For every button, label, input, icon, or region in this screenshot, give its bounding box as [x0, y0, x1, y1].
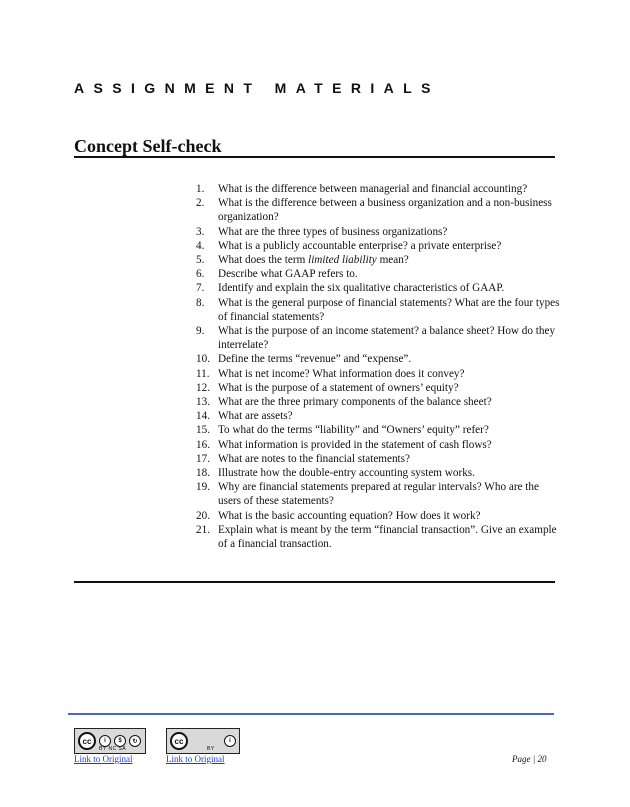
question-text: Explain what is meant by the term “financial transaction”. Give an example of a financial transaction. [218, 523, 557, 551]
question-item [196, 452, 564, 466]
question-text: What is the purpose of a statement of owners’ equity? [218, 381, 459, 394]
question-item [196, 395, 564, 409]
question-item [196, 509, 564, 523]
page-number: Page | 20 [512, 754, 547, 764]
question-number: 15. [196, 424, 210, 437]
question-number: 20. [196, 509, 210, 522]
question-number: 12. [196, 381, 210, 394]
question-item [196, 523, 564, 551]
question-item [196, 423, 564, 437]
question-text: What are notes to the financial statements? [218, 452, 410, 465]
badge-sub-label: BY NC SA [99, 746, 127, 752]
question-item [196, 281, 564, 295]
question-text: What are the three types of business organizations? [218, 225, 448, 238]
question-text: What are the three primary components of the balance sheet? [218, 396, 492, 409]
question-text: To what do the terms “liability” and “Owners’ equity” refer? [218, 424, 489, 437]
question-item [196, 239, 564, 253]
question-text-part: mean? [376, 254, 409, 267]
question-text: What is the difference between a business organization and a non-business organization? [218, 197, 552, 224]
question-item [196, 196, 564, 224]
question-item [196, 324, 564, 352]
question-text: What is the general purpose of financial statements? What are the four types of financial statements? [218, 296, 560, 323]
question-item [196, 438, 564, 452]
question-number: 7. [196, 282, 205, 295]
question-number: 9. [196, 325, 205, 338]
question-item [196, 296, 564, 324]
cc-by-badge[interactable] [166, 728, 240, 754]
question-number: 2. [196, 197, 205, 210]
question-number: 6. [196, 268, 205, 281]
question-number: 1. [196, 183, 205, 195]
question-number: 8. [196, 296, 205, 309]
question-number: 21. [196, 523, 210, 536]
question-text: What is the difference between managerial and financial accounting? [218, 183, 528, 195]
question-number: 3. [196, 225, 205, 238]
by-person-icon: i [224, 735, 236, 747]
question-item [196, 367, 564, 381]
section-bottom-rule [74, 581, 555, 583]
section-top-rule [74, 156, 555, 158]
link-to-original-2[interactable]: Link to Original [166, 754, 225, 764]
link-to-original-1[interactable]: Link to Original [74, 754, 133, 764]
question-item [196, 352, 564, 366]
question-item [196, 480, 564, 508]
question-item [196, 409, 564, 423]
question-text: What information is provided in the statement of cash flows? [218, 438, 492, 451]
question-term-emphasis: limited liability [308, 254, 377, 267]
question-text: What is a publicly accountable enterprise? a private enterprise? [218, 239, 502, 252]
question-list [196, 182, 564, 551]
question-number: 19. [196, 481, 210, 494]
question-text: Define the terms “revenue” and “expense”. [218, 353, 412, 366]
question-text: What is the purpose of an income statement? a balance sheet? How do they interrelate? [218, 325, 556, 352]
question-text [218, 253, 564, 267]
cc-logo-icon: cc [170, 732, 188, 750]
question-number: 13. [196, 396, 210, 409]
question-item [196, 267, 564, 281]
question-number: 10. [196, 353, 210, 366]
cc-by-nc-sa-badge[interactable] [74, 728, 146, 754]
question-item [196, 381, 564, 395]
badge-sub-label: BY [207, 746, 215, 752]
by-person-icon: i [99, 735, 111, 747]
question-number: 4. [196, 239, 205, 252]
question-text: What is net income? What information does it convey? [218, 367, 465, 380]
question-number: 18. [196, 467, 210, 480]
footer-rule [68, 713, 554, 715]
question-number: 11. [196, 367, 210, 380]
cc-logo-icon: cc [78, 732, 96, 750]
question-number: 14. [196, 410, 210, 423]
question-text: What is the basic accounting equation? How does it work? [218, 509, 481, 522]
question-number: 17. [196, 452, 210, 465]
nc-dollar-icon: $ [114, 735, 126, 747]
question-text: What are assets? [218, 410, 293, 423]
question-item [196, 182, 564, 196]
question-text: Identify and explain the six qualitative characteristics of GAAP. [218, 282, 505, 295]
question-number: 16. [196, 438, 210, 451]
question-number: 5. [196, 254, 205, 267]
question-item [196, 466, 564, 480]
question-item [196, 253, 564, 267]
question-text: Describe what GAAP refers to. [218, 268, 358, 281]
question-text-part: What does the term [218, 254, 309, 267]
question-item [196, 225, 564, 239]
header-title: ASSIGNMENT MATERIALS [74, 80, 440, 96]
question-text: Illustrate how the double-entry accounting system works. [218, 467, 475, 480]
question-text: Why are financial statements prepared at regular intervals? Who are the users of these statements? [218, 481, 539, 508]
sa-share-icon: ↻ [129, 735, 141, 747]
section-title: Concept Self-check [74, 136, 222, 156]
